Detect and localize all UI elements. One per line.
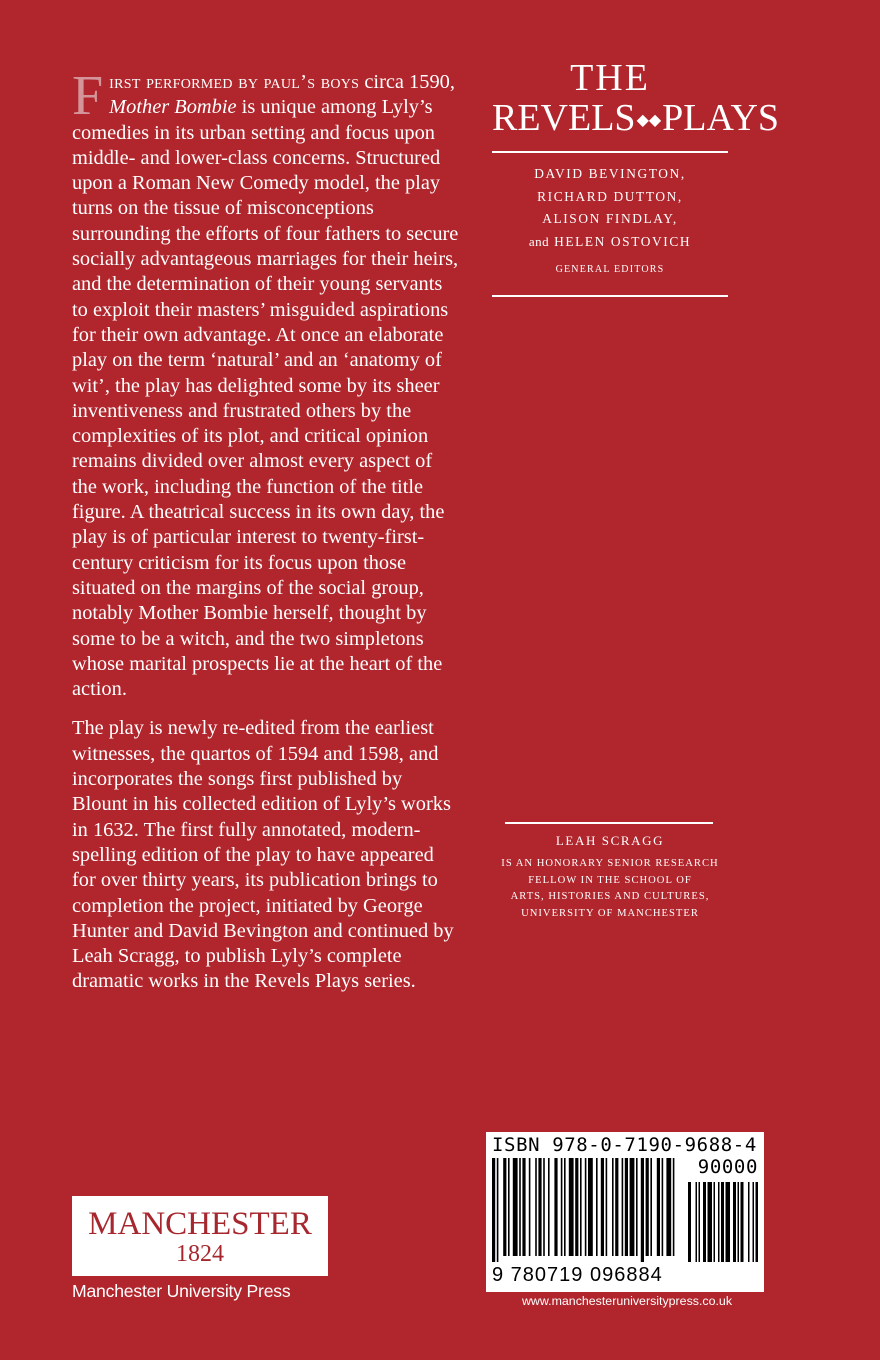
barcode-bar <box>538 1158 541 1256</box>
publisher-logo-name: MANCHESTER <box>88 1206 312 1242</box>
editor-name-last <box>492 231 728 254</box>
barcode-bar <box>615 1158 618 1256</box>
series-rule-bottom <box>492 295 728 297</box>
barcode-bar <box>492 1158 495 1262</box>
barcode-addon-bar <box>733 1182 736 1262</box>
editor-and: and <box>528 233 550 249</box>
barcode-addon-bar <box>721 1182 724 1262</box>
series-name <box>492 97 780 141</box>
blurb-paragraph-2: The play is newly re-edited from the earliest witnesses, the quartos of 1594 and 1598, and incorporates the songs first published by Blount in his collected edition of Lyly’s works in 1632. The first fully annotated, modern-spelling edition of the play to have appeared for over thirty years, its publication brings to completion the project, initiated by George Hunter and David Bevington and continued by Leah Scragg, to publish Lyly’s complete dramatic works in the Revels Plays series. <box>72 717 454 993</box>
series-logo <box>492 57 780 141</box>
barcode-bar <box>625 1158 628 1256</box>
barcode-bar <box>662 1158 664 1256</box>
author-rule <box>505 822 713 824</box>
barcode-bar <box>508 1158 510 1256</box>
author-bio-line: ARTS, HISTORIES AND CULTURES, <box>510 891 710 902</box>
series-rule-top <box>492 151 728 153</box>
series-name-revels: REVELS <box>492 97 636 139</box>
barcode-bar <box>522 1158 525 1256</box>
publisher-logo-box <box>72 1196 328 1276</box>
barcode-bar <box>580 1158 582 1256</box>
publisher-logo <box>72 1196 328 1302</box>
barcode-bar <box>497 1158 499 1262</box>
barcode-bar <box>666 1158 671 1256</box>
series-the: THE <box>570 57 650 99</box>
author-bio-line: FELLOW IN THE SCHOOL OF <box>528 874 692 886</box>
drop-cap: F <box>72 65 104 127</box>
back-cover-blurb <box>72 65 462 1009</box>
series-name-plays: PLAYS <box>662 97 780 139</box>
author-bio <box>492 856 728 922</box>
barcode-addon-bar <box>741 1182 744 1262</box>
barcode-addon-bar <box>703 1182 706 1262</box>
barcode-addon-bar <box>714 1182 716 1262</box>
barcode-bar <box>569 1158 574 1256</box>
editor-name: RICHARD DUTTON, <box>537 188 683 204</box>
barcode-bar <box>513 1158 518 1256</box>
blurb-lead-in: irst performed by paul’s boys <box>109 71 360 93</box>
barcode-bar <box>548 1158 550 1256</box>
editor-name: HELEN OSTOVICH <box>554 233 692 249</box>
publisher-name: Manchester University Press <box>72 1281 291 1301</box>
blurb-text: is unique among Lyly’s comedies in its urban setting and focus upon middle- and lower-class concerns. Structured upon a Roman New Comedy model, the play turns on the tissue of misconceptions surrounding the efforts of four fathers to secure socially advantageous marriages for their heirs, and the determination of their young servants to exploit their masters’ misguided aspirations for their own advantage. At once an elaborate play on the term ‘natural’ and an ‘anatomy of wit’, the play has delighted some by its sheer inventiveness and frustrated others by the complexities of its plot, and critical opinion remains divided over almost every aspect of the work, including the function of the title figure. A theatrical success in its own day, the play is of particular interest to twenty-first-century criticism for its focus upon those situated on the margins of the social group, notably Mother Bombie herself, thought by some to be a witch, and the two simpletons whose marital prospects lie at the heart of the action. <box>72 96 459 701</box>
play-title: Mother Bombie <box>109 96 237 119</box>
barcode-addon-bar <box>708 1182 713 1262</box>
price-addon-digits: 90000 <box>697 1156 758 1178</box>
barcode-addon-bar <box>699 1182 701 1262</box>
barcode-bar <box>529 1158 531 1256</box>
blurb-paragraph-1 <box>72 65 462 702</box>
barcode-bar <box>554 1158 557 1256</box>
barcode-bar <box>650 1158 652 1256</box>
barcode-bar <box>535 1158 537 1256</box>
barcode-bar <box>601 1158 604 1256</box>
general-editors-label: GENERAL EDITORS <box>555 264 665 275</box>
barcode-addon-bar <box>756 1182 759 1262</box>
barcode-bar <box>641 1158 644 1262</box>
barcode-bars-icon <box>492 1158 758 1262</box>
author-name: LEAH SCRAGG <box>555 833 665 848</box>
barcode-bar <box>585 1158 587 1256</box>
barcode-addon-bar <box>718 1182 720 1262</box>
barcode-bar <box>646 1158 649 1256</box>
publisher-website: www.manchesteruniversitypress.co.uk <box>521 1294 733 1308</box>
isbn-barcode <box>486 1132 764 1292</box>
barcode-bar <box>606 1158 608 1256</box>
barcode-bar <box>673 1158 675 1256</box>
barcode-bar <box>519 1158 521 1256</box>
barcode-bar <box>575 1158 578 1256</box>
barcode-bar <box>564 1158 566 1256</box>
barcode-bar <box>596 1158 598 1256</box>
diamond-ornament-icon: ◆◆ <box>636 112 662 130</box>
barcode-addon-bar <box>738 1182 740 1262</box>
author-bio-line: IS AN HONORARY SENIOR RESEARCH <box>501 858 719 869</box>
barcode-bar <box>543 1158 545 1256</box>
barcode-bar <box>588 1158 593 1256</box>
barcode-bar <box>503 1158 506 1256</box>
barcode-addon-bar <box>753 1182 755 1262</box>
general-editors-list <box>492 163 728 253</box>
publisher-logo-year: 1824 <box>176 1241 224 1267</box>
editor-name: DAVID BEVINGTON, <box>534 166 686 181</box>
author-bio-line: UNIVERSITY OF MANCHESTER <box>521 907 699 919</box>
isbn-text: ISBN 978-0-7190-9688-4 <box>492 1134 757 1156</box>
barcode-addon-bar <box>748 1182 750 1262</box>
barcode-bar <box>630 1158 635 1256</box>
barcode-bar <box>657 1158 660 1256</box>
editor-name: ALISON FINDLAY, <box>542 211 678 226</box>
barcode-bar <box>636 1158 638 1256</box>
barcode-bar <box>561 1158 563 1256</box>
barcode-addon-bar <box>726 1182 731 1262</box>
barcode-bar <box>612 1158 614 1256</box>
ean-digits: 9 780719 096884 <box>492 1264 663 1286</box>
barcode-addon-bar <box>696 1182 698 1262</box>
barcode-bar <box>622 1158 624 1256</box>
blurb-text: circa 1590, <box>359 71 455 93</box>
barcode-addon-bar <box>688 1182 691 1262</box>
